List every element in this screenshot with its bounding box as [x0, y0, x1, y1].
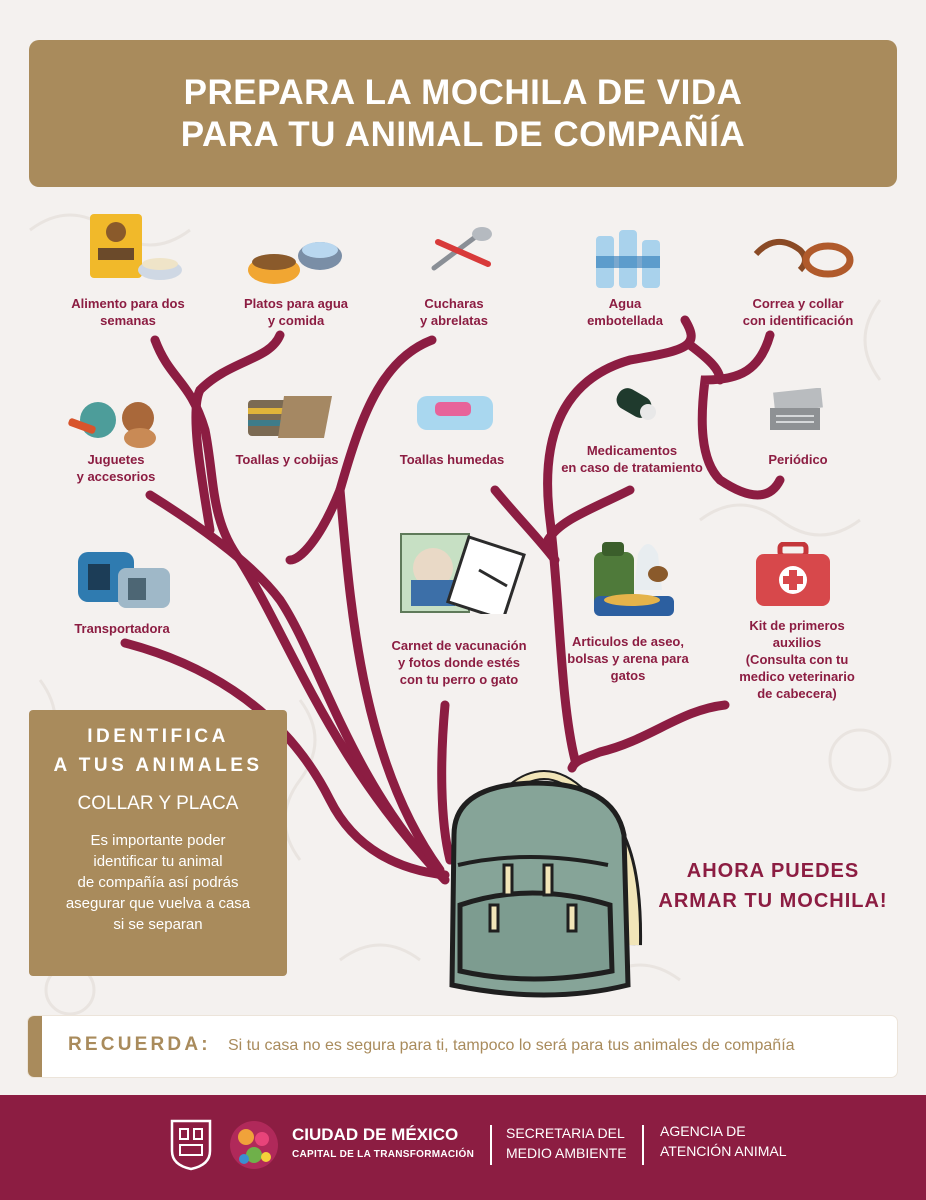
- cta-line2: ARMAR TU MOCHILA!: [658, 890, 888, 912]
- dog-food-icon: [84, 208, 184, 288]
- label-kit-line1: Kit de primeros: [749, 618, 845, 633]
- hygiene-items-icon: [590, 534, 680, 620]
- identifica-title-line2: A TUS ANIMALES: [53, 755, 263, 776]
- branch-medicamentos: [548, 490, 630, 540]
- label-carnet-line3: con tu perro o gato: [399, 672, 519, 687]
- label-cucharas-line1: Cucharas: [424, 296, 484, 311]
- label-carnet-line2: y fotos donde estés: [397, 655, 521, 670]
- label-humedas: [400, 451, 505, 468]
- label-kit-line2: auxilios: [772, 635, 822, 650]
- label-aseo-line3: gatos: [610, 668, 646, 683]
- label-juguetes-line2: y accesorios: [76, 469, 156, 484]
- label-carnet: [391, 637, 526, 688]
- recuerda-label: RECUERDA:: [68, 1034, 211, 1055]
- label-kit-line4: medico veterinario: [739, 669, 855, 684]
- label-carnet-line1: Carnet de vacunación: [391, 638, 527, 653]
- footer-divider-2: [642, 1125, 644, 1165]
- label-alimento-line1: Alimento para dos: [71, 296, 185, 311]
- identifica-body-line3: de compañía así podrás: [77, 874, 239, 891]
- label-kit-line3: (Consulta con tu: [745, 652, 849, 667]
- pet-bowls-icon: [244, 226, 344, 290]
- label-periodico-line1: Periódico: [768, 452, 828, 467]
- label-aseo-line2: bolsas y arena para: [567, 651, 689, 666]
- label-toallas-line1: Toallas y cobijas: [235, 452, 339, 467]
- cdmx-floral-logo-icon: [226, 1109, 282, 1181]
- identifica-body-line1: Es importante poder: [90, 832, 226, 849]
- footer-brand-line2: CAPITAL DE LA TRANSFORMACIÓN: [292, 1149, 475, 1160]
- pet-toys-icon: [68, 390, 168, 450]
- footer-dept2-line1: AGENCIA DE: [660, 1123, 746, 1139]
- identifica-box: [29, 710, 287, 976]
- label-platos-line2: y comida: [267, 313, 325, 328]
- page-title-line1: PREPARA LA MOCHILA DE VIDA: [183, 72, 743, 112]
- label-correa-line2: con identificación: [742, 313, 854, 328]
- label-aseo: [567, 633, 688, 684]
- towels-blankets-icon: [244, 392, 336, 442]
- backpack-icon: [444, 765, 644, 1005]
- city-seal-icon: [168, 1117, 214, 1171]
- identifica-title-line1: IDENTIFICA: [87, 726, 229, 747]
- footer: [0, 1095, 926, 1200]
- identifica-body-line2: identificar tu animal: [93, 853, 223, 870]
- label-medicamentos: [561, 442, 703, 476]
- recuerda-banner: [28, 1016, 897, 1077]
- newspaper-icon: [766, 388, 828, 436]
- label-transportadora: [74, 620, 169, 637]
- label-transportadora-line1: Transportadora: [74, 621, 170, 636]
- identifica-subtitle: COLLAR Y PLACA: [77, 793, 239, 814]
- label-cucharas-line2: y abrelatas: [420, 313, 488, 328]
- label-alimento-line2: semanas: [100, 313, 156, 328]
- label-cucharas: [420, 295, 488, 329]
- footer-dept2-line2: ATENCIÓN ANIMAL: [660, 1143, 787, 1159]
- footer-divider-1: [490, 1125, 492, 1165]
- identifica-body: [29, 830, 287, 935]
- vaccination-card-icon: [397, 530, 527, 614]
- page-title-line2: PARA TU ANIMAL DE COMPAÑÍA: [180, 114, 746, 154]
- label-kit: [739, 617, 855, 702]
- identifica-body-line4: asegurar que vuelva a casa: [65, 895, 251, 912]
- identifica-title: [29, 722, 287, 780]
- label-correa: [743, 295, 854, 329]
- leash-collar-icon: [746, 230, 854, 282]
- label-juguetes-line1: Juguetes: [87, 452, 145, 467]
- label-juguetes: [77, 451, 156, 485]
- label-aseo-line1: Articulos de aseo,: [572, 634, 684, 649]
- identifica-body-line5: si se separan: [113, 916, 203, 933]
- label-toallas: [235, 451, 338, 468]
- water-bottles-icon: [592, 226, 664, 290]
- footer-brand-line1: CIUDAD DE MÉXICO: [292, 1125, 459, 1144]
- label-alimento: [71, 295, 184, 329]
- first-aid-kit-icon: [754, 542, 832, 608]
- label-medicamentos-line1: Medicamentos: [586, 443, 678, 458]
- label-humedas-line1: Toallas humedas: [399, 452, 505, 467]
- branch-kit: [572, 705, 725, 768]
- cta-text: [658, 856, 887, 916]
- label-medicamentos-line2: en caso de tratamiento: [561, 460, 703, 475]
- wet-wipes-icon: [415, 392, 495, 434]
- recuerda-text: Si tu casa no es segura para ti, tampoco lo será para tus animales de compañía: [228, 1037, 795, 1054]
- spoon-can-opener-icon: [428, 224, 498, 274]
- label-correa-line1: Correa y collar: [752, 296, 844, 311]
- recuerda-accent-bar: [28, 1016, 42, 1077]
- branch-cucharas: [290, 340, 432, 560]
- label-agua: [587, 295, 663, 329]
- branch-agua-link: [690, 345, 720, 380]
- cta-line1: AHORA PUEDES: [686, 860, 860, 882]
- label-platos: [244, 295, 348, 329]
- label-agua-line2: embotellada: [587, 313, 663, 328]
- pet-carrier-icon: [74, 544, 174, 614]
- label-platos-line1: Platos para agua: [243, 296, 349, 311]
- label-agua-line1: Agua: [608, 296, 642, 311]
- medicine-icon: [612, 382, 660, 426]
- label-periodico: [768, 451, 827, 468]
- footer-dept1-line2: MEDIO AMBIENTE: [506, 1145, 627, 1161]
- footer-dept1-line1: SECRETARIA DEL: [506, 1125, 625, 1141]
- label-kit-line5: de cabecera): [757, 686, 837, 701]
